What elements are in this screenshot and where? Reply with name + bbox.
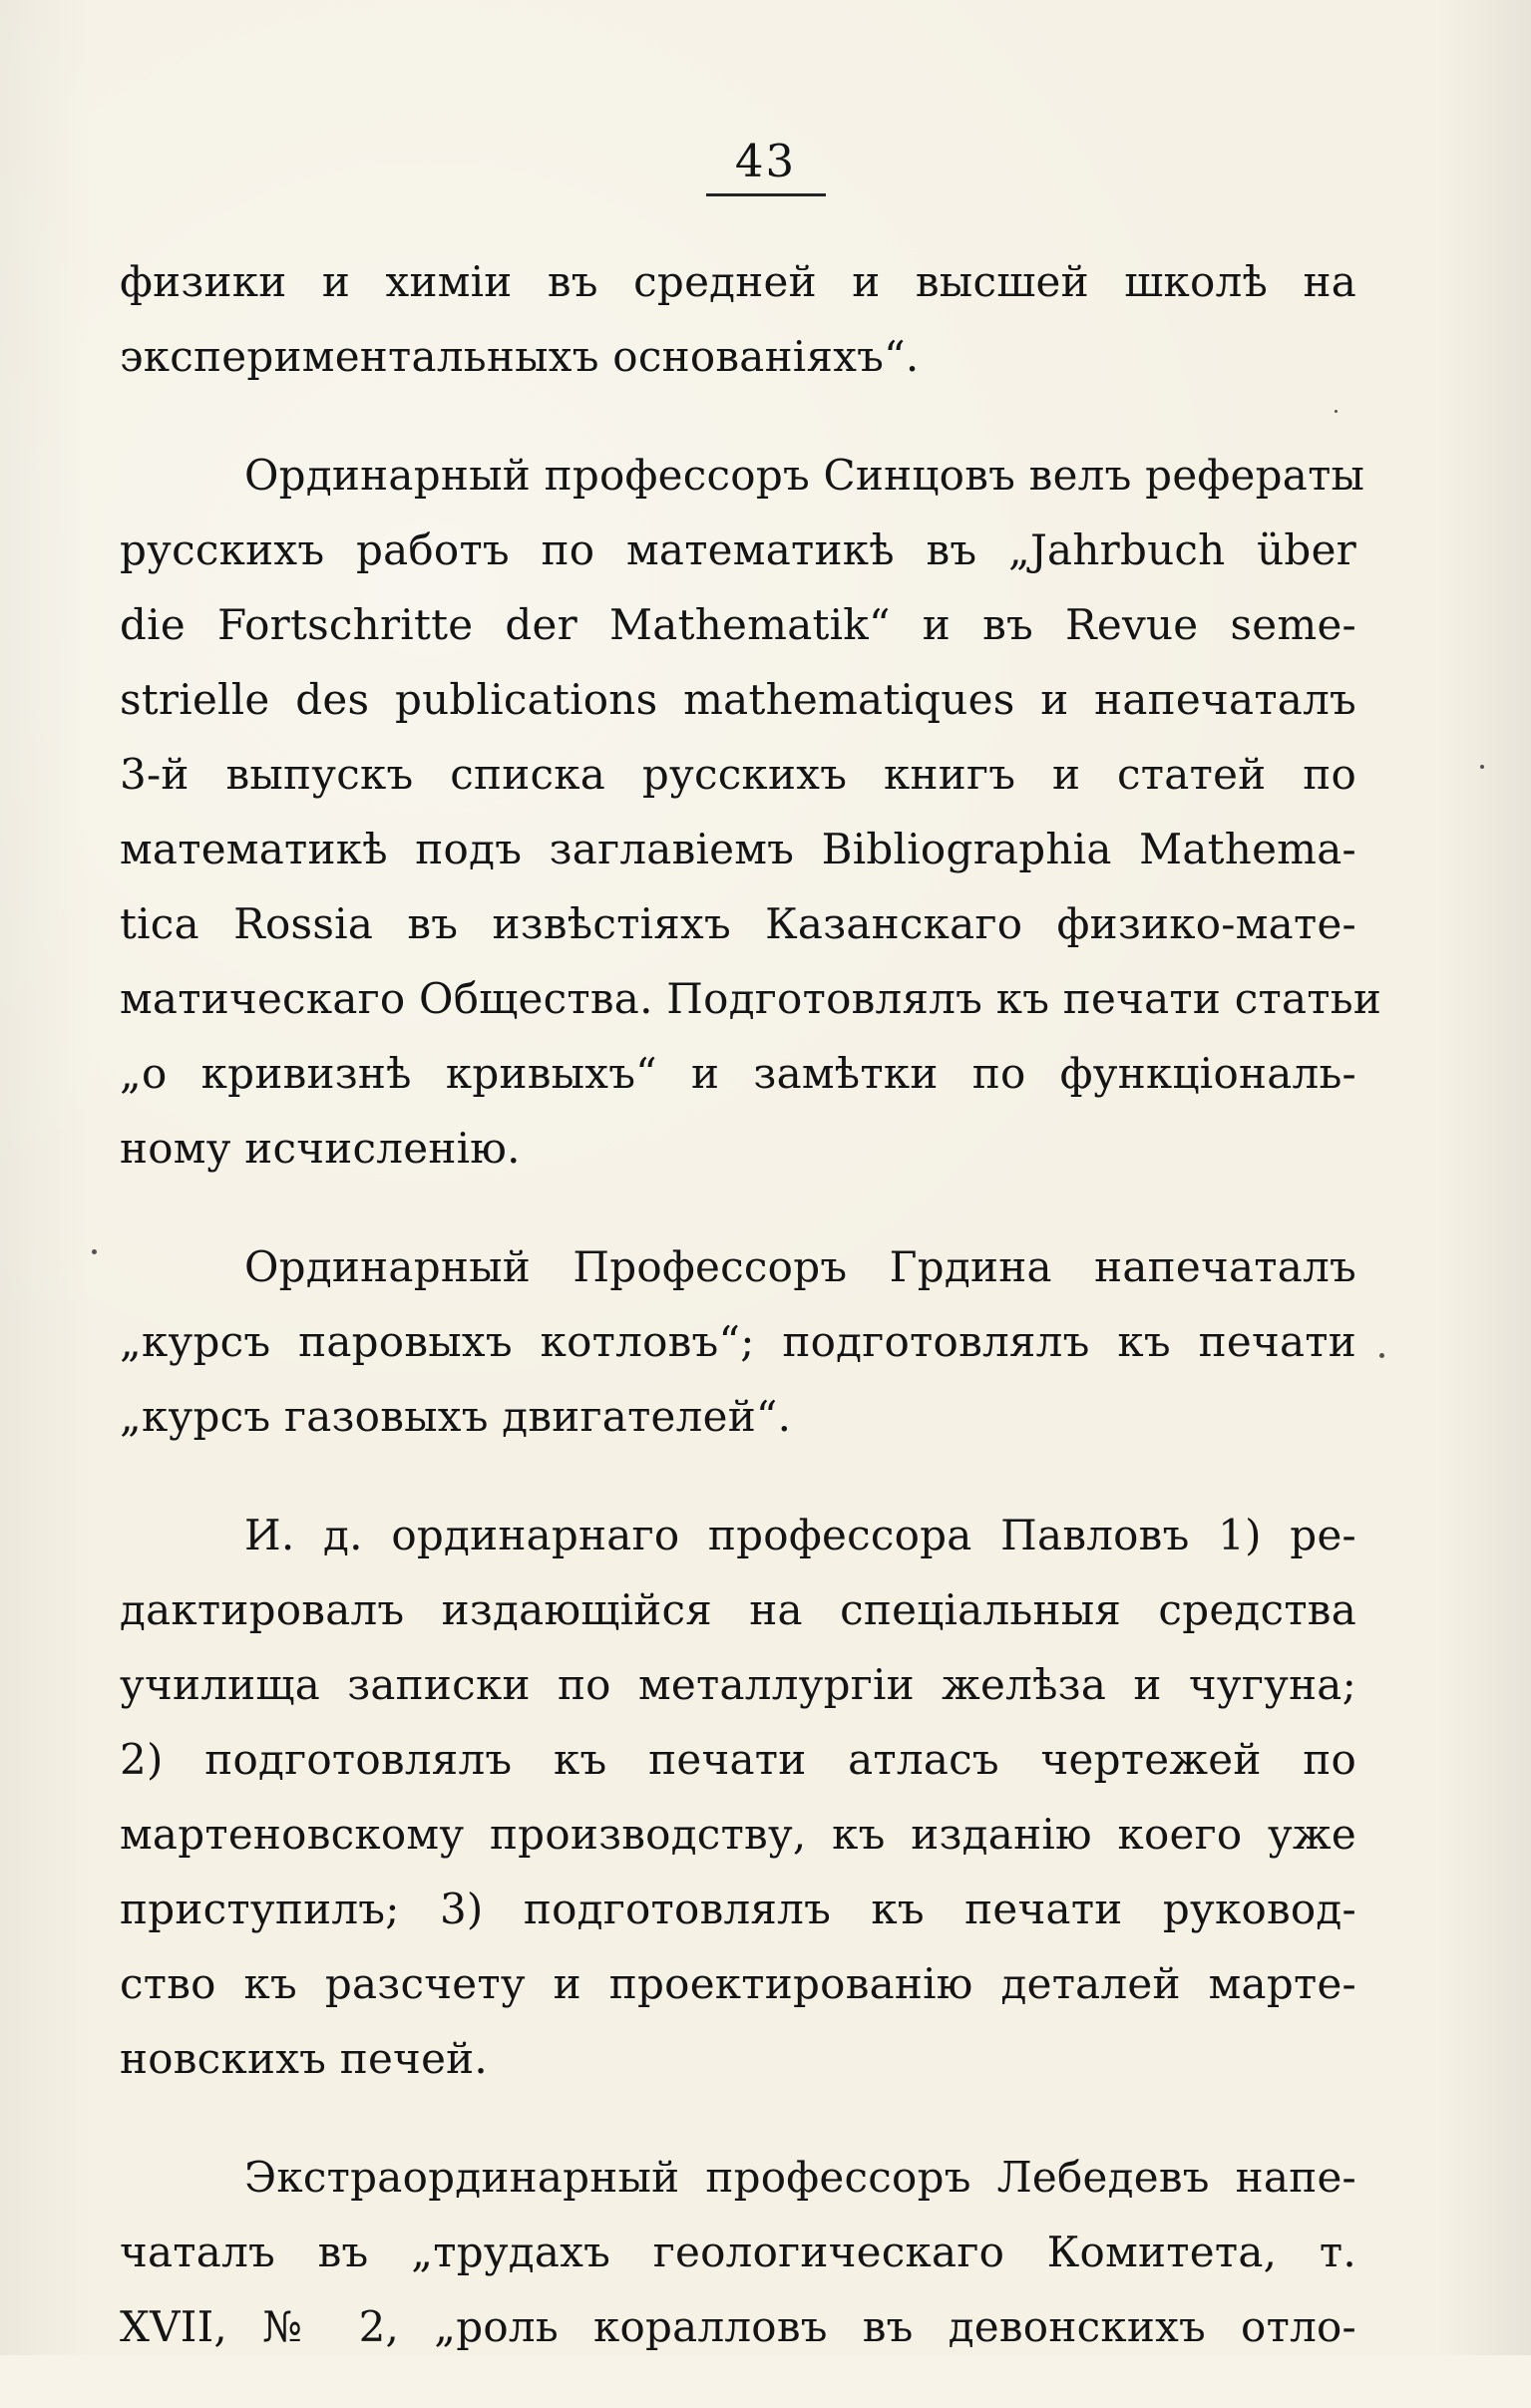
text-line: экспериментальныхъ основаніяхъ“. <box>120 332 920 381</box>
page-header <box>0 132 1531 196</box>
text-line: мартеновскому производству, къ изданію коего уже <box>120 1810 1356 1859</box>
paragraph-grdina <box>120 1229 1356 1454</box>
text-line: Ординарный Профессоръ Грдина напечаталъ <box>244 1242 1356 1291</box>
text-line: „курсъ газовыхъ двигателей“. <box>120 1392 792 1441</box>
text-line: приступилъ; 3) подготовлялъ къ печати руковод- <box>120 1885 1356 1933</box>
text-line: чаталъ въ „трудахъ геологическаго Комитета, т. <box>120 2228 1356 2276</box>
text-line: И. д. ординарнаго профессора Павловъ 1) ре- <box>244 1511 1356 1559</box>
paper-speck <box>1379 1353 1384 1358</box>
text-line: strielle des publications mathematiques и напечаталъ <box>120 675 1356 724</box>
text-line: училища записки по металлургіи желѣза и чугуна; <box>120 1660 1356 1709</box>
text-line: ному исчисленію. <box>120 1124 521 1173</box>
paper-speck <box>92 1249 97 1254</box>
text-line: Экстраординарный профессоръ Лебедевъ напе- <box>244 2153 1356 2202</box>
text-line: XVII, № 2, „роль коралловъ въ девонскихъ отло- <box>120 2302 1356 2351</box>
text-line: „курсъ паровыхъ котловъ“; подготовлялъ къ печати <box>120 1317 1356 1366</box>
text-line: дактировалъ издающійся на спеціальныя средства <box>120 1585 1356 1634</box>
text-line: новскихъ печей. <box>120 2034 489 2083</box>
text-line: русскихъ работъ по математикѣ въ „Jahrbuch über <box>120 525 1356 574</box>
text-line: ство къ разсчету и проектированію деталей марте- <box>120 1959 1356 2008</box>
text-line: tica Rossia въ извѣстіяхъ Казанскаго физико-мате- <box>120 899 1356 948</box>
text-line: матическаго Общества. Подготовлялъ къ печати статьи <box>120 974 1382 1023</box>
paragraph-lebedev <box>120 2140 1356 2364</box>
header-rule <box>706 193 826 196</box>
text-line: математикѣ подъ заглавіемъ Bibliographia Mathema- <box>120 825 1356 873</box>
paper-speck <box>1335 410 1338 413</box>
paper-speck <box>1480 765 1484 769</box>
page-number: 43 <box>734 135 797 187</box>
text-line: Ординарный профессоръ Синцовъ велъ рефераты <box>244 451 1365 500</box>
paragraph-physics-chemistry <box>120 244 1356 394</box>
text-line: die Fortschritte der Mathematik“ и въ Revue seme- <box>120 600 1356 649</box>
text-line: „о кривизнѣ кривыхъ“ и замѣтки по функціональ- <box>120 1049 1356 1098</box>
paragraph-sintsov <box>120 438 1382 1186</box>
text-line: 3-й выпускъ списка русскихъ книгъ и статей по <box>120 750 1356 799</box>
text-line: 2) подготовлялъ къ печати атласъ чертежей по <box>120 1735 1356 1784</box>
paragraph-pavlov <box>120 1498 1356 2096</box>
page-text <box>120 244 1382 2408</box>
text-line: физики и химіи въ средней и высшей школѣ на <box>120 257 1356 306</box>
